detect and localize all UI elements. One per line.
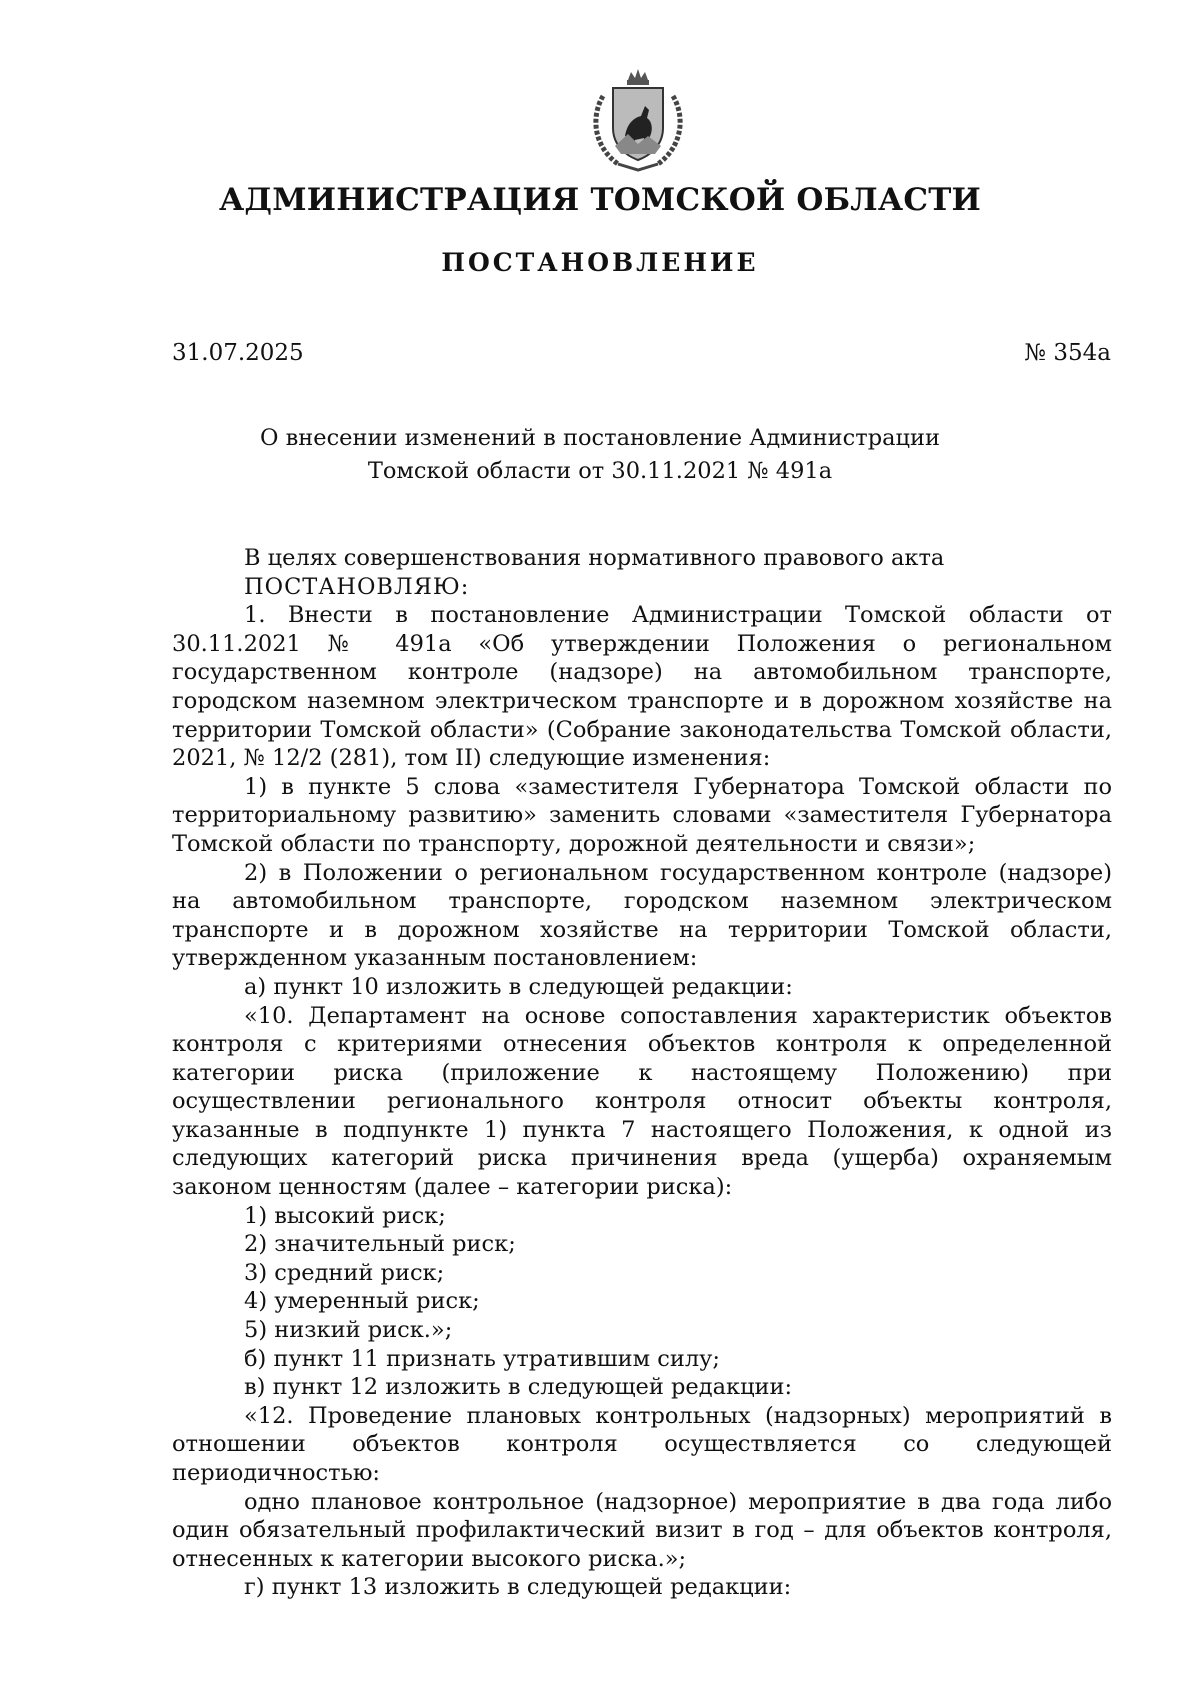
paragraph: б) пункт 11 признать утратившим силу; [244,1345,720,1372]
subject-line: О внесении изменений в постановление Администрации [260,425,940,451]
paragraph: 2) в Положении о региональном государственном контроле (надзоре) на автомобильном транспорте, городском наземном электрическом транспорте и в дорожном хозяйстве на территории Томской области, утвержденном указанным постановлением: [172,859,1112,972]
list-item: 4) умеренный риск; [244,1288,480,1315]
subject-line: Томской области от 30.11.2021 № 491а [367,458,833,484]
coat-of-arms-emblem [583,66,693,174]
document-body [172,544,1112,1602]
document-type: ПОСТАНОВЛЕНИЕ [441,248,759,277]
paragraph: г) пункт 13 изложить в следующей редакции: [244,1574,792,1601]
organization-name: АДМИНИСТРАЦИЯ ТОМСКОЙ ОБЛАСТИ [218,182,981,218]
paragraph: а) пункт 10 изложить в следующей редакции: [244,973,793,1000]
list-item: 2) значительный риск; [244,1231,516,1258]
list-item: 5) низкий риск.»; [244,1317,453,1344]
paragraph: «12. Проведение плановых контрольных (надзорных) мероприятий в отношении объектов контроля осуществляется со следующей периодичностью: [172,1402,1112,1486]
list-item: 1) высокий риск; [244,1202,446,1229]
paragraph: 1) в пункте 5 слова «заместителя Губернатора Томской области по территориальному развитию» заменить словами «заместителя Губернатора Томской области по транспорту, дорожной деятельности и связи»; [172,773,1112,857]
paragraph: В целях совершенствования нормативного правового акта [244,545,945,571]
document-date: 31.07.2025 [172,340,304,366]
list-item: 3) средний риск; [244,1259,445,1286]
paragraph: «10. Департамент на основе сопоставления характеристик объектов контроля с критериями отнесения объектов контроля к определенной категории риска (приложение к настоящему Положению) при осуществлении регионального контроля относит объекты контроля, указанные в подпункте 1) пункта 7 настоящего Положения, к одной из следующих категорий риска причинения вреда (ущерба) охраняемым законом ценностям (далее – категории риска): [172,1002,1112,1201]
document-subject [0,422,1200,488]
paragraph-command: ПОСТАНОВЛЯЮ: [244,573,470,600]
paragraph: в) пункт 12 изложить в следующей редакции: [244,1374,793,1401]
paragraph: 1. Внести в постановление Администрации Томской области от 30.11.2021 № 491а «Об утверждении Положения о региональном государственном контроле (надзоре) на автомобильном транспорте, городском наземном электрическом транспорте и в дорожном хозяйстве на территории Томской области» (Собрание законодательства Томской области, 2021, № 12/2 (281), том II) следующие изменения: [172,602,1112,772]
paragraph: одно плановое контрольное (надзорное) мероприятие в два года либо один обязательный профилактический визит в год – для объектов контроля, отнесенных к категории высокого риска.»; [172,1488,1112,1572]
document-number: № 354а [1024,340,1111,366]
